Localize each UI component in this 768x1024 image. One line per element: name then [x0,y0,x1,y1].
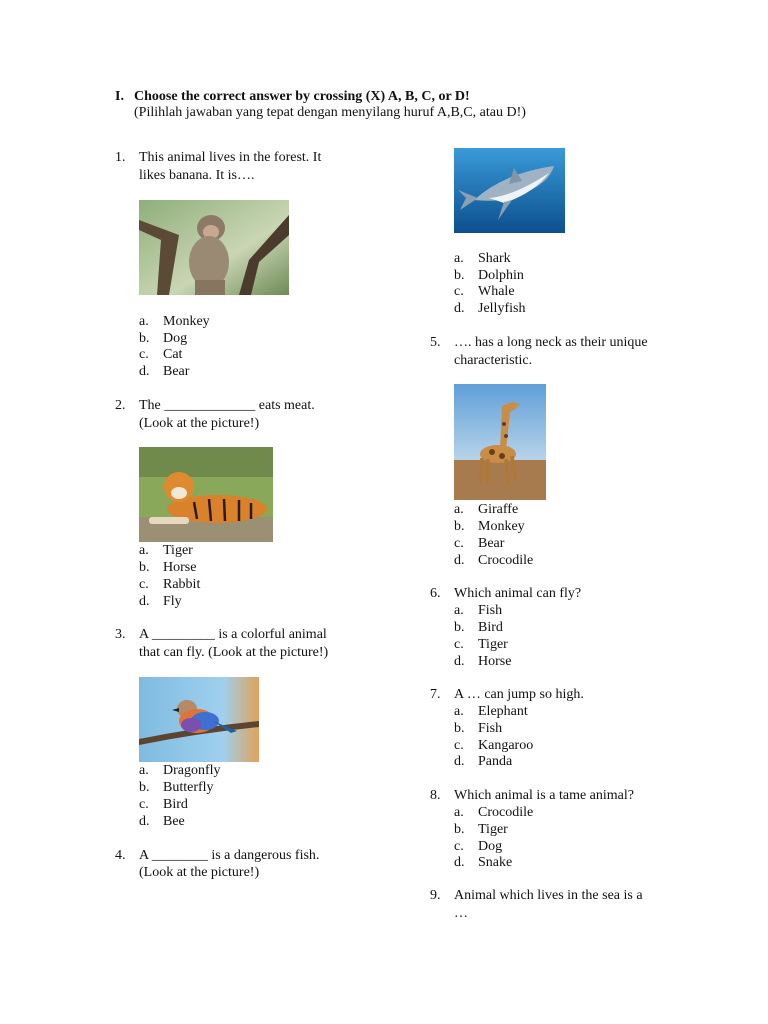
question-text-line: likes banana. It is…. [139,168,255,183]
question-text-line: (Look at the picture!) [139,416,260,431]
question-number: 3. [115,627,126,642]
option-letter[interactable]: d. [454,553,465,568]
instruction-subtitle: (Pilihlah jawaban yang tepat dengan menyilang huruf A,B,C, atau D!) [134,105,526,120]
option-letter[interactable]: d. [454,754,465,769]
option-letter[interactable]: c. [139,797,149,812]
option-text[interactable]: Bear [478,536,505,551]
question-text-line: A _________ is a colorful animal [139,627,327,642]
option-text[interactable]: Dragonfly [163,763,221,778]
option-text[interactable]: Horse [163,560,197,575]
option-text[interactable]: Dolphin [478,268,524,283]
option-text[interactable]: Bird [478,620,503,635]
question-text-line: A … can jump so high. [454,687,584,702]
option-letter[interactable]: d. [454,654,465,669]
option-letter[interactable]: a. [454,704,464,719]
option-letter[interactable]: b. [139,560,150,575]
tiger-photo [139,447,273,542]
question-text-line: A ________ is a dangerous fish. [139,848,320,863]
bird-photo [139,677,259,762]
option-text[interactable]: Tiger [478,822,508,837]
option-text[interactable]: Dog [478,839,503,854]
option-letter[interactable]: b. [454,268,465,283]
question-text-line: This animal lives in the forest. It [139,150,322,165]
question-text-line: …. has a long neck as their unique [454,335,648,350]
instruction-title: Choose the correct answer by crossing (X) A, B, C, or D! [134,89,470,104]
option-text[interactable]: Butterfly [163,780,214,795]
option-letter[interactable]: a. [139,314,149,329]
question-text-line: Which animal is a tame animal? [454,788,634,803]
option-letter[interactable]: c. [454,839,464,854]
option-text[interactable]: Monkey [478,519,525,534]
question-text-line: Which animal can fly? [454,586,582,601]
option-letter[interactable]: c. [454,536,464,551]
question-text-line: characteristic. [454,353,533,368]
option-text[interactable]: Whale [478,284,515,299]
option-text[interactable]: Giraffe [478,502,519,517]
option-letter[interactable]: d. [454,855,465,870]
option-letter[interactable]: c. [454,284,464,299]
question-number: 2. [115,398,126,413]
question-text-line: (Look at the picture!) [139,865,260,880]
option-text[interactable]: Monkey [163,314,210,329]
option-letter[interactable]: b. [454,620,465,635]
option-text[interactable]: Tiger [163,543,193,558]
option-letter[interactable]: b. [454,721,465,736]
option-text[interactable]: Bear [163,364,190,379]
option-text[interactable]: Crocodile [478,805,534,820]
option-letter[interactable]: c. [454,637,464,652]
option-letter[interactable]: a. [454,251,464,266]
option-text[interactable]: Kangaroo [478,738,534,753]
question-text-line: The _____________ eats meat. [139,398,315,413]
option-letter[interactable]: b. [139,780,150,795]
option-letter[interactable]: d. [139,594,150,609]
instruction-number: I. [115,89,124,104]
question-text-line: that can fly. (Look at the picture!) [139,645,329,660]
option-letter[interactable]: a. [139,543,149,558]
option-text[interactable]: Bee [163,814,185,829]
option-text[interactable]: Shark [478,251,511,266]
option-letter[interactable]: d. [139,814,150,829]
question-number: 9. [430,888,441,903]
option-letter[interactable]: c. [139,347,149,362]
option-letter[interactable]: c. [139,577,149,592]
option-text[interactable]: Elephant [478,704,528,719]
option-letter[interactable]: a. [139,763,149,778]
option-letter[interactable]: a. [454,502,464,517]
question-number: 5. [430,335,441,350]
question-number: 7. [430,687,441,702]
option-text[interactable]: Cat [163,347,183,362]
option-text[interactable]: Panda [478,754,513,769]
option-letter[interactable]: b. [454,519,465,534]
option-letter[interactable]: d. [454,301,465,316]
question-text-line: Animal which lives in the sea is a [454,888,643,903]
question-number: 1. [115,150,126,165]
question-number: 6. [430,586,441,601]
option-letter[interactable]: d. [139,364,150,379]
option-text[interactable]: Fish [478,603,503,618]
giraffe-photo [454,384,546,500]
option-letter[interactable]: b. [454,822,465,837]
option-text[interactable]: Crocodile [478,553,534,568]
option-letter[interactable]: a. [454,603,464,618]
question-number: 8. [430,788,441,803]
option-text[interactable]: Bird [163,797,188,812]
shark-photo [454,148,565,233]
question-number: 4. [115,848,126,863]
option-text[interactable]: Fish [478,721,503,736]
option-letter[interactable]: b. [139,331,150,346]
question-text-line: … [454,906,468,921]
option-text[interactable]: Horse [478,654,512,669]
option-text[interactable]: Rabbit [163,577,201,592]
option-text[interactable]: Snake [478,855,513,870]
option-text[interactable]: Tiger [478,637,508,652]
monkey-photo [139,200,289,295]
option-text[interactable]: Fly [163,594,182,609]
option-letter[interactable]: a. [454,805,464,820]
option-letter[interactable]: c. [454,738,464,753]
option-text[interactable]: Dog [163,331,188,346]
option-text[interactable]: Jellyfish [478,301,526,316]
